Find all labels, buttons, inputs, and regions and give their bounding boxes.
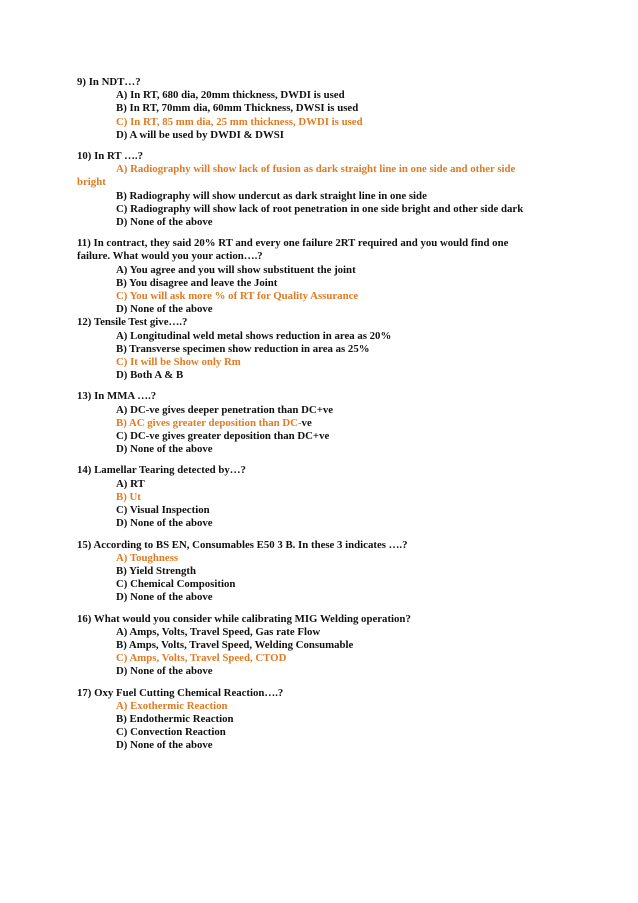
option-a: A) Longitudinal weld metal shows reduction in area as 20% <box>116 329 392 342</box>
option-c: C) Radiography will show lack of root penetration in one side bright and other side dark <box>116 202 524 215</box>
option-b-answer <box>77 417 567 430</box>
option-a: A) DC-ve gives deeper penetration than DC+ve <box>116 403 334 416</box>
option-c: C) Chemical Composition <box>116 578 236 591</box>
option-d: D) Both A & B <box>116 369 184 382</box>
option-a: A) RT <box>116 477 145 490</box>
question-11 <box>77 237 567 316</box>
option-d: D) None of the above <box>116 303 213 316</box>
option-c-answer: C) In RT, 85 mm dia, 25 mm thickness, DWDI is used <box>116 115 363 128</box>
option-d: D) A will be used by DWDI & DWSI <box>116 128 284 141</box>
option-c: C) Visual Inspection <box>116 504 210 517</box>
option-b: B) Transverse specimen show reduction in area as 25% <box>116 342 370 355</box>
question-text: 10) In RT ….? <box>77 150 144 163</box>
option-a-answer: A) Exothermic Reaction <box>116 699 228 712</box>
option-d: D) None of the above <box>116 591 213 604</box>
question-15 <box>77 539 567 605</box>
option-b: B) Amps, Volts, Travel Speed, Welding Consumable <box>116 638 354 651</box>
question-14 <box>77 464 567 530</box>
option-c-answer: C) You will ask more % of RT for Quality Assurance <box>116 290 359 303</box>
question-17 <box>77 687 567 753</box>
option-d: D) None of the above <box>116 665 213 678</box>
option-c-answer: C) It will be Show only Rm <box>116 356 241 369</box>
question-text: 12) Tensile Test give….? <box>77 316 188 329</box>
question-text: 15) According to BS EN, Consumables E50 3 B. In these 3 indicates ….? <box>77 538 408 551</box>
option-b: B) Radiography will show undercut as dark straight line in one side <box>116 189 427 202</box>
option-d: D) None of the above <box>116 443 213 456</box>
question-9 <box>77 76 567 142</box>
option-a-answer: A) Radiography will show lack of fusion as dark straight line in one side and other side <box>116 163 516 176</box>
option-c: C) Convection Reaction <box>116 726 226 739</box>
option-d: D) None of the above <box>116 739 213 752</box>
option-d: D) None of the above <box>116 517 213 530</box>
option-a: A) Amps, Volts, Travel Speed, Gas rate Flow <box>116 625 321 638</box>
question-13 <box>77 390 567 456</box>
option-b: B) Endothermic Reaction <box>116 712 234 725</box>
option-b: B) You disagree and leave the Joint <box>116 276 278 289</box>
question-text: 13) In MMA ….? <box>77 390 157 403</box>
question-text: 16) What would you consider while calibrating MIG Welding operation? <box>77 612 411 625</box>
question-text: 14) Lamellar Tearing detected by…? <box>77 464 246 477</box>
option-b-answer-text: B) AC gives greater deposition than DC- <box>116 416 302 429</box>
option-c: C) DC-ve gives greater deposition than DC+ve <box>116 430 330 443</box>
option-b-answer: B) Ut <box>116 490 141 503</box>
question-text: 11) In contract, they said 20% RT and every one failure 2RT required and you would find one <box>77 237 509 250</box>
option-b-tail: ve <box>301 416 312 429</box>
option-b: B) In RT, 70mm dia, 60mm Thickness, DWSI is used <box>116 102 359 115</box>
question-10 <box>77 150 567 229</box>
question-text-continuation: failure. What would you your action….? <box>77 250 263 263</box>
option-b: B) Yield Strength <box>116 564 196 577</box>
option-a: A) In RT, 680 dia, 20mm thickness, DWDI is used <box>116 89 345 102</box>
question-12 <box>77 316 567 382</box>
question-16 <box>77 613 567 679</box>
question-list <box>77 76 567 753</box>
option-a-answer: A) Toughness <box>116 551 179 564</box>
option-d: D) None of the above <box>116 216 213 229</box>
option-a: A) You agree and you will show substituent the joint <box>116 263 356 276</box>
question-text: 17) Oxy Fuel Cutting Chemical Reaction….? <box>77 686 284 699</box>
question-text: 9) In NDT…? <box>77 76 141 88</box>
option-c-answer: C) Amps, Volts, Travel Speed, CTOD <box>116 652 287 665</box>
option-a-answer-continuation: bright <box>77 176 106 189</box>
